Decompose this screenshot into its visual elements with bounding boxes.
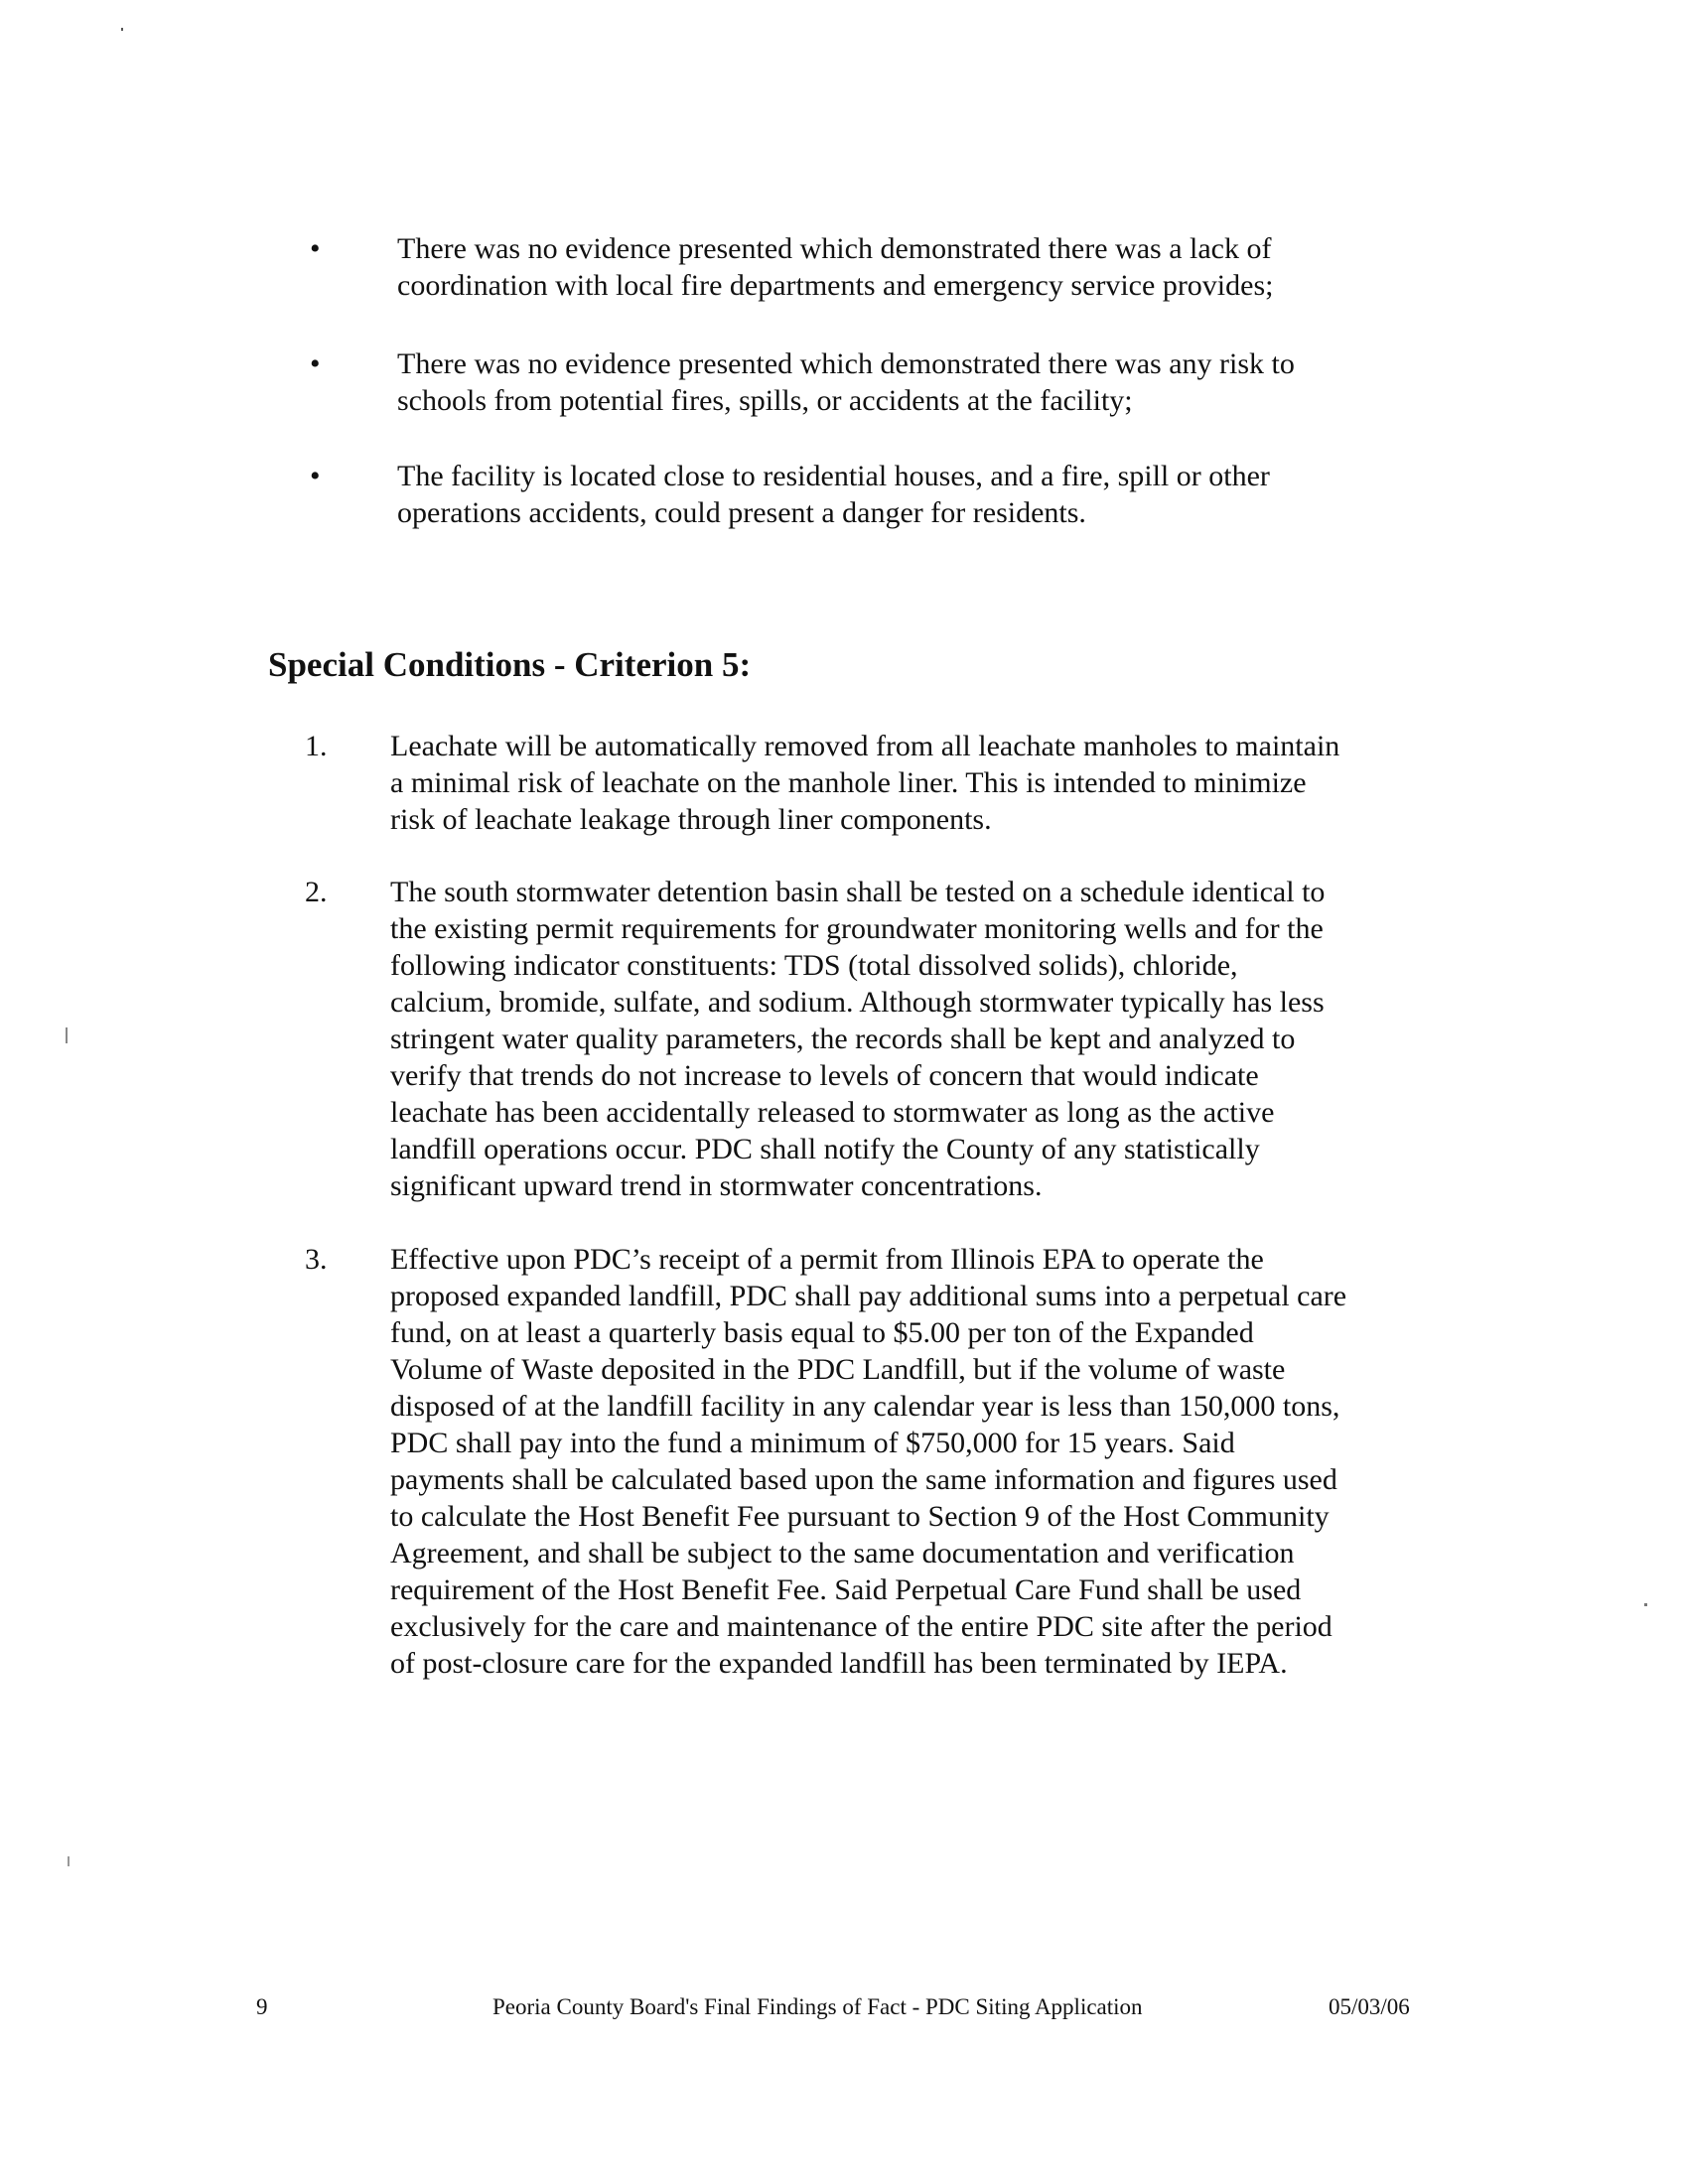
scan-speck bbox=[68, 1856, 70, 1866]
bullet-line: There was no evidence presented which demonstrated there was a lack of bbox=[397, 232, 1272, 265]
bullet-line: The facility is located close to residential houses, and a fire, spill or other bbox=[397, 460, 1270, 492]
bullet-item bbox=[397, 345, 1390, 419]
condition-number: 3. bbox=[305, 1243, 328, 1276]
scan-speck bbox=[121, 28, 123, 31]
condition-item bbox=[390, 728, 1443, 838]
bullet-line: coordination with local fire departments and emergency service provides; bbox=[397, 269, 1274, 302]
bullet-marker: • bbox=[310, 460, 321, 492]
condition-item bbox=[390, 1241, 1443, 1682]
bullet-item bbox=[397, 230, 1390, 304]
footer-page-number: 9 bbox=[256, 1994, 268, 2019]
condition-line: fund, on at least a quarterly basis equal to $5.00 per ton of the Expanded bbox=[390, 1316, 1254, 1349]
condition-line: to calculate the Host Benefit Fee pursuant to Section 9 of the Host Community bbox=[390, 1500, 1330, 1533]
condition-line: Leachate will be automatically removed from all leachate manholes to maintain bbox=[390, 730, 1340, 762]
bullet-line: operations accidents, could present a danger for residents. bbox=[397, 496, 1086, 529]
section-heading: Special Conditions - Criterion 5: bbox=[268, 645, 752, 684]
scan-speck bbox=[1644, 1603, 1647, 1606]
condition-line: disposed of at the landfill facility in any calendar year is less than 150,000 tons, bbox=[390, 1390, 1340, 1423]
bullet-line: There was no evidence presented which demonstrated there was any risk to bbox=[397, 347, 1295, 380]
condition-line: calcium, bromide, sulfate, and sodium. Although stormwater typically has less bbox=[390, 986, 1325, 1019]
condition-line: significant upward trend in stormwater concentrations. bbox=[390, 1169, 1043, 1202]
condition-line: risk of leachate leakage through liner components. bbox=[390, 803, 992, 836]
condition-line: Effective upon PDC’s receipt of a permit from Illinois EPA to operate the bbox=[390, 1243, 1264, 1276]
bullet-line: schools from potential fires, spills, or accidents at the facility; bbox=[397, 384, 1133, 417]
condition-item bbox=[390, 874, 1443, 1204]
condition-line: requirement of the Host Benefit Fee. Said Perpetual Care Fund shall be used bbox=[390, 1573, 1302, 1606]
condition-line: following indicator constituents: TDS (total dissolved solids), chloride, bbox=[390, 949, 1238, 982]
condition-line: of post-closure care for the expanded landfill has been terminated by IEPA. bbox=[390, 1647, 1288, 1680]
scan-speck bbox=[66, 1027, 68, 1043]
footer-title: Peoria County Board's Final Findings of Fact - PDC Siting Application bbox=[492, 1994, 1143, 2019]
condition-line: leachate has been accidentally released to stormwater as long as the active bbox=[390, 1096, 1275, 1129]
condition-line: exclusively for the care and maintenance of the entire PDC site after the period bbox=[390, 1610, 1333, 1643]
condition-line: landfill operations occur. PDC shall notify the County of any statistically bbox=[390, 1133, 1260, 1165]
condition-line: stringent water quality parameters, the records shall be kept and analyzed to bbox=[390, 1023, 1296, 1055]
condition-line: Agreement, and shall be subject to the same documentation and verification bbox=[390, 1537, 1295, 1570]
condition-line: verify that trends do not increase to levels of concern that would indicate bbox=[390, 1059, 1259, 1092]
condition-line: the existing permit requirements for groundwater monitoring wells and for the bbox=[390, 912, 1324, 945]
condition-line: payments shall be calculated based upon the same information and figures used bbox=[390, 1463, 1337, 1496]
bullet-marker: • bbox=[310, 232, 321, 265]
condition-line: PDC shall pay into the fund a minimum of $750,000 for 15 years. Said bbox=[390, 1427, 1235, 1459]
condition-line: The south stormwater detention basin shall be tested on a schedule identical to bbox=[390, 876, 1326, 908]
condition-line: Volume of Waste deposited in the PDC Landfill, but if the volume of waste bbox=[390, 1353, 1286, 1386]
bullet-marker: • bbox=[310, 347, 321, 380]
footer-date: 05/03/06 bbox=[1329, 1994, 1410, 2019]
condition-line: a minimal risk of leachate on the manhole liner. This is intended to minimize bbox=[390, 766, 1307, 799]
condition-line: proposed expanded landfill, PDC shall pay additional sums into a perpetual care bbox=[390, 1280, 1347, 1312]
condition-number: 1. bbox=[305, 730, 328, 762]
condition-number: 2. bbox=[305, 876, 328, 908]
bullet-item bbox=[397, 458, 1390, 531]
